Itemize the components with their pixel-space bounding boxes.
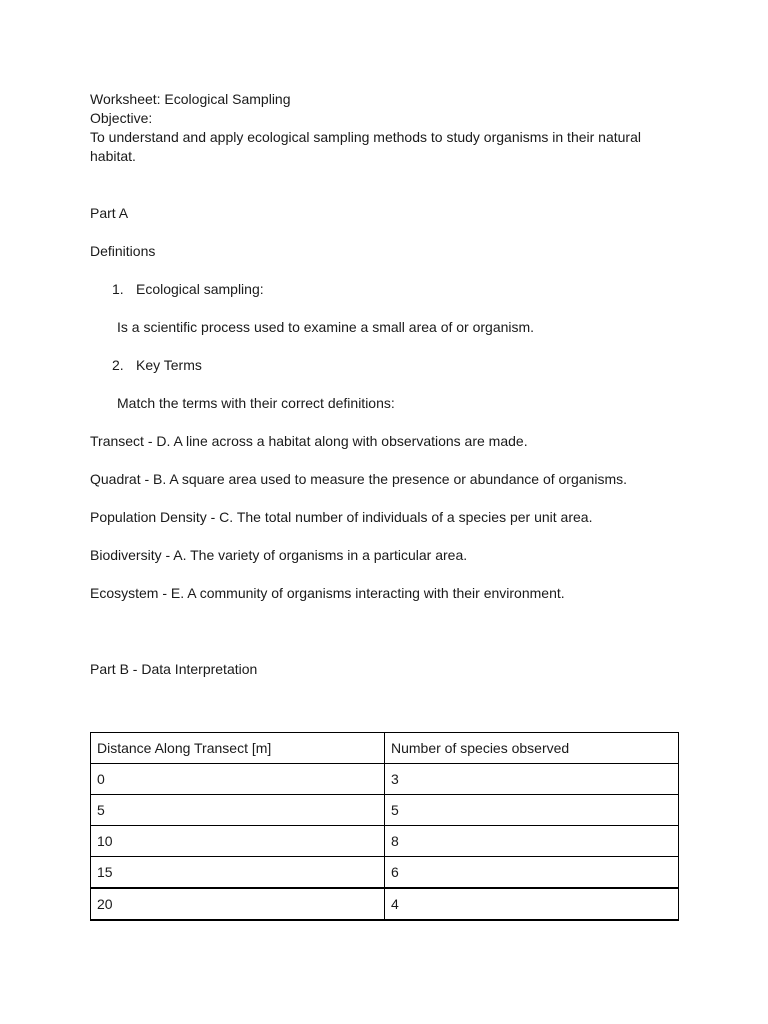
match-quadrat: Quadrat - B. A square area used to measure the presence or abundance of organisms. bbox=[90, 471, 627, 487]
part-a-heading: Part A bbox=[90, 205, 129, 221]
ecological-sampling-definition: Is a scientific process used to examine a small area of or organism. bbox=[117, 319, 535, 335]
table-cell: 10 bbox=[91, 826, 385, 857]
table-cell: 4 bbox=[385, 888, 679, 920]
table-header-row bbox=[91, 733, 679, 764]
worksheet-page bbox=[90, 90, 680, 679]
table-cell: 15 bbox=[91, 857, 385, 889]
worksheet-title: Worksheet: Ecological Sampling bbox=[90, 91, 291, 107]
table-row bbox=[91, 764, 679, 795]
objective-label: Objective: bbox=[90, 110, 153, 126]
table-cell: 5 bbox=[91, 795, 385, 826]
match-population-density: Population Density - C. The total number of individuals of a species per unit area. bbox=[90, 509, 593, 525]
list-label: Ecological sampling: bbox=[136, 281, 264, 297]
table-cell: 3 bbox=[385, 764, 679, 795]
match-ecosystem: Ecosystem - E. A community of organisms interacting with their environment. bbox=[90, 585, 565, 601]
list-item-key-terms bbox=[90, 356, 680, 375]
list-item-ecological-sampling bbox=[90, 280, 680, 299]
part-b-heading: Part B - Data Interpretation bbox=[90, 661, 258, 677]
transect-data-table bbox=[90, 732, 679, 921]
table-row bbox=[91, 857, 679, 889]
match-transect: Transect - D. A line across a habitat along with observations are made. bbox=[90, 433, 528, 449]
table-row bbox=[91, 888, 679, 920]
table-cell: 5 bbox=[385, 795, 679, 826]
table-cell: 8 bbox=[385, 826, 679, 857]
table-header-cell: Distance Along Transect [m] bbox=[91, 733, 385, 764]
objective-text: To understand and apply ecological sampling methods to study organisms in their natural habitat. bbox=[90, 129, 641, 164]
list-number: 1. bbox=[112, 281, 124, 297]
list-label: Key Terms bbox=[136, 357, 202, 373]
table-row bbox=[91, 826, 679, 857]
match-biodiversity: Biodiversity - A. The variety of organisms in a particular area. bbox=[90, 547, 468, 563]
definitions-heading: Definitions bbox=[90, 243, 156, 259]
table-cell: 6 bbox=[385, 857, 679, 889]
list-number: 2. bbox=[112, 357, 124, 373]
table-header-cell: Number of species observed bbox=[385, 733, 679, 764]
table-row bbox=[91, 795, 679, 826]
table-cell: 20 bbox=[91, 888, 385, 920]
key-terms-instruction: Match the terms with their correct definitions: bbox=[117, 395, 395, 411]
table-cell: 0 bbox=[91, 764, 385, 795]
